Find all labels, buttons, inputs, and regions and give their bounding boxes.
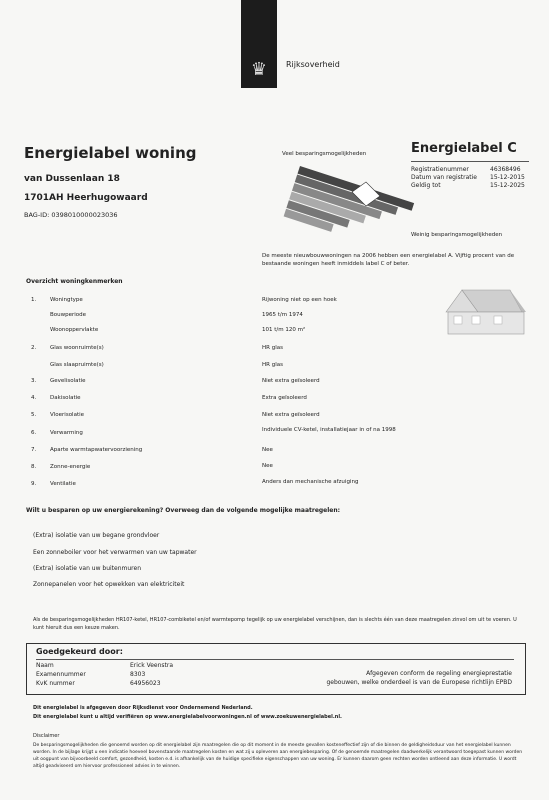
feature-label: Verwarming [50,430,83,436]
approved-divider [36,659,514,660]
label-paragraph: De meeste nieuwbouwwoningen na 2006 hebben een energielabel A. Vijftig procent van de bestaande woningen heeft inmiddels label C of beter. [262,253,515,267]
feature-value: HR glas [262,362,283,368]
measure-item: Een zonneboiler voor het verwarmen van uw tapwater [33,549,197,556]
feature-num: 2. [31,345,37,351]
measure-item: (Extra) isolatie van uw begane grondvloer [33,532,160,539]
crest-icon: ♛ [250,59,268,80]
brand-name: Rijksoverheid [286,60,340,69]
feature-label: Glas woonruimte(s) [50,345,104,351]
measures-question: Wilt u besparen op uw energierekening? Overweeg dan de volgende mogelijke maatregelen: [26,507,341,514]
approved-value-name: Erick Veenstra [130,662,174,669]
reg-value-date: 15-12-2015 [490,174,525,181]
approved-value-exam: 8303 [130,671,146,678]
feature-value: Niet extra geïsoleerd [262,378,320,384]
label-scale-graphic [282,160,432,235]
label-class-title: Energielabel C [411,141,517,156]
feature-num: 4. [31,395,37,401]
footer-issued: Dit energielabel is afgegeven door Rijksdienst voor Ondernemend Nederland. [33,705,253,711]
feature-label: Glas slaapruimte(s) [50,362,104,368]
footer-verify: Dit energielabel kunt u altijd verifiëren op www.energielabelvoorwoningen.nl of www.zoekuwenergielabel.nl. [33,714,342,720]
label-bottom-caption: Weinig besparingsmogelijkheden [411,232,503,238]
approved-key-kvk: KvK nummer [36,680,75,687]
bag-id: BAG-ID: 0398010000023036 [24,211,118,219]
conform-line-2: gebouwen, welke onderdeel is van de Europese richtlijn EPBD [326,679,512,686]
feature-num: 5. [31,412,37,418]
feature-label: Zonne-energie [50,464,91,470]
feature-num: 7. [31,447,37,453]
house-illustration-icon [444,282,529,337]
feature-value: Extra geïsoleerd [262,395,307,401]
measure-item: (Extra) isolatie van uw buitenmuren [33,565,142,572]
feature-value: Nee [262,463,273,469]
feature-label: Vloerisolatie [50,412,85,418]
approved-key-exam: Examennummer [36,671,86,678]
feature-num: 6. [31,430,37,436]
feature-value: 101 t/m 120 m² [262,327,306,333]
feature-value: Anders dan mechanische afzuiging [262,479,359,485]
approved-key-name: Naam [36,662,54,669]
feature-value: 1965 t/m 1974 [262,312,303,318]
feature-value: Individuele CV-ketel, installatiejaar in of na 1998 [262,427,396,433]
label-top-caption: Veel besparingsmogelijkheden [282,151,367,157]
reg-key-date: Datum van registratie [411,174,477,181]
reg-key-number: Registratienummer [411,166,469,173]
address-city: 1701AH Heerhugowaard [24,193,148,203]
feature-label: Woningtype [50,297,83,303]
approved-title: Goedgekeurd door: [36,647,123,656]
feature-label: Dakisolatie [50,395,81,401]
feature-label: Ventilatie [50,481,76,487]
feature-value: Niet extra geïsoleerd [262,412,320,418]
address-street: van Dussenlaan 18 [24,174,120,184]
conform-line-1: Afgegeven conform de regeling energieprestatie [366,670,512,677]
reg-value-number: 46368496 [490,166,521,173]
disclaimer-title: Disclaimer [33,733,60,739]
choice-note: Als de besparingsmogelijkheden HR107-ketel, HR107-combiketel en/of warmtepomp tegelijk op uw energielabel verschijnen, dan is slechts één van deze maatregelen zinvol om uit te voeren. U kunt hieruit dus een keuze maken. [33,617,517,631]
approved-value-kvk: 64956023 [130,680,161,687]
feature-num: 8. [31,464,37,470]
reg-key-valid: Geldig tot [411,182,441,189]
page-title: Energielabel woning [24,144,197,162]
overview-title: Overzicht woningkenmerken [26,278,123,285]
measure-item: Zonnepanelen voor het opwekken van elektriciteit [33,581,185,588]
feature-value: Nee [262,447,273,453]
feature-value: HR glas [262,345,283,351]
feature-label: Aparte warmtapwatervoorziening [50,447,143,453]
feature-label: Gevelisolatie [50,378,86,384]
feature-value: Rijwoning niet op een hoek [262,297,337,303]
feature-num: 3. [31,378,37,384]
feature-label: Woonoppervlakte [50,327,99,333]
disclaimer-text: De besparingsmogelijkheden die genoemd worden op dit energielabel zijn maatregelen die op dit moment in de meeste gevallen kosteneffectief zijn of die binnen de geldigheidsduur van het energielabel kunnen worden. In de bijlage krijgt u een indicatie hoeveel bovenstaande maatregelen kosten en wat zij u opleveren aan energiebesparing. Of de genoemde maatregelen daadwerkelijk verantwoord toegepast kunnen worden uit oogpunt van bijvoorbeeld comfort, gezondheid, kosten e.d. is afhankelijk van de huidige specifieke eigenschappen van uw woning. Er kunnen daarom geen rechten worden ontleend aan deze informatie. U wordt altijd geadviseerd om hiervoor professioneel advies in te winnen. [33,743,523,769]
label-divider [411,161,529,162]
feature-label: Bouwperiode [50,312,87,318]
feature-num: 9. [31,481,37,487]
feature-num: 1. [31,297,37,303]
reg-value-valid: 15-12-2025 [490,182,525,189]
